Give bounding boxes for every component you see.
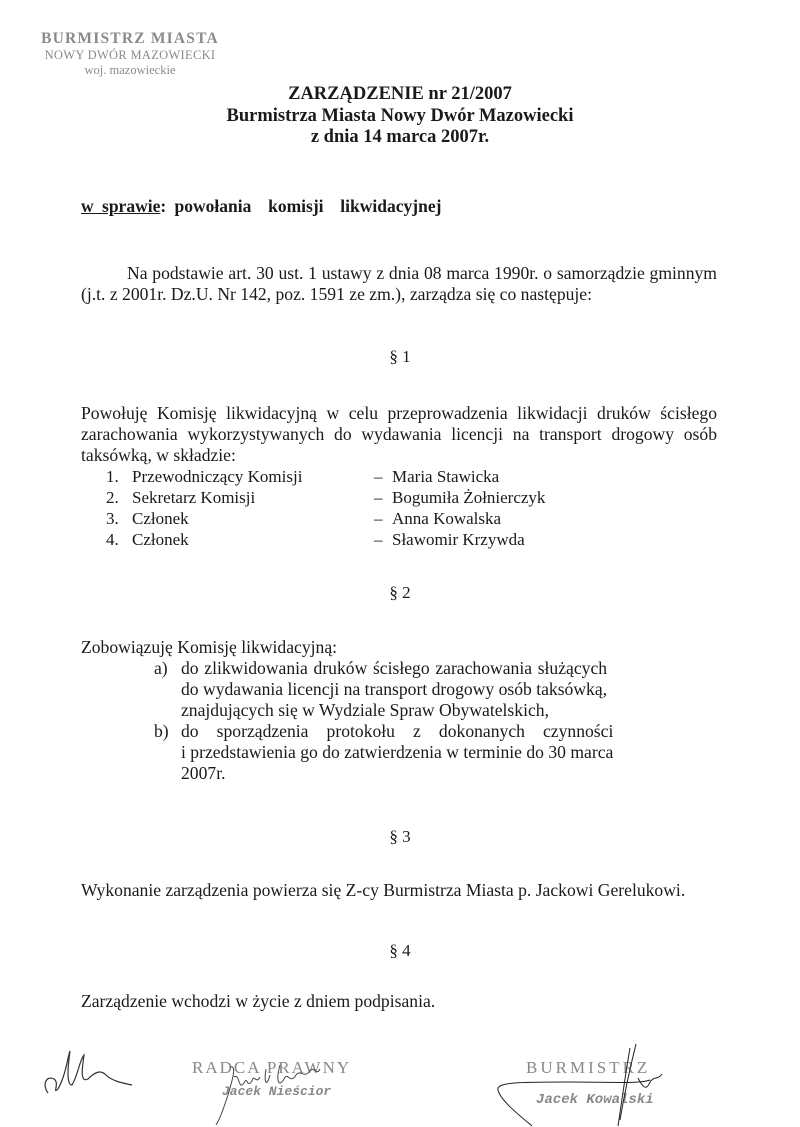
member-number: 3.	[106, 509, 119, 528]
mayor-office-stamp	[0, 30, 260, 78]
stamp-line-1: BURMISTRZ MIASTA	[41, 30, 219, 47]
section-3-text: Wykonanie zarządzenia powierza się Z-cy Burmistrza Miasta p. Jackowi Gerelukowi.	[81, 880, 686, 900]
document-issuer: Burmistrza Miasta Nowy Dwór Mazowiecki	[226, 105, 574, 126]
member-dash: –	[374, 509, 383, 528]
document-date: z dnia 14 marca 2007r.	[310, 127, 490, 147]
member-row	[106, 466, 545, 487]
obligation-line: do wydawania licencji na transport drogowy osób taksówką,	[181, 679, 608, 699]
section-4-text: Zarządzenie wchodzi w życie z dniem podpisania.	[81, 991, 436, 1011]
section-2-text: Zobowiązuję Komisję likwidacyjną:	[81, 637, 338, 657]
member-dash: –	[374, 488, 383, 507]
subject-separator: :	[160, 196, 167, 216]
member-dash: –	[374, 530, 383, 549]
handwritten-signature-left	[40, 1045, 140, 1100]
member-row	[106, 508, 545, 529]
member-row	[106, 487, 545, 508]
commission-members-list	[106, 466, 545, 550]
obligation-line: do zlikwidowania druków ścisłego zarachowania służących	[181, 658, 608, 678]
member-name: Maria Stawicka	[392, 467, 500, 486]
document-title: ZARZĄDZENIE nr 21/2007	[288, 84, 512, 104]
member-name: Sławomir Krzywda	[392, 530, 525, 549]
mayor-stamp-name: Jacek Kowalski	[536, 1092, 654, 1108]
obligation-line: 2007r.	[181, 763, 226, 783]
obligation-line: do sporządzenia protokołu z dokonanych czynności	[181, 721, 614, 741]
obligation-line: i przedstawienia go do zatwierdzenia w terminie do 30 marca	[181, 742, 614, 762]
member-number: 4.	[106, 530, 119, 549]
mayor-stamp-title: BURMISTRZ	[526, 1058, 651, 1077]
subject-label: w sprawie	[81, 196, 161, 216]
member-role: Członek	[132, 530, 189, 549]
member-role: Przewodniczący Komisji	[132, 467, 303, 486]
member-name: Bogumiła Żołnierczyk	[392, 488, 546, 507]
subject-text: powołania komisji likwidacyjnej	[174, 196, 442, 216]
document-subject	[81, 196, 441, 217]
obligation-item-b	[154, 721, 716, 784]
member-number: 2.	[106, 488, 119, 507]
stamp-line-3: woj. mazowieckie	[84, 63, 176, 77]
member-name: Anna Kowalska	[392, 509, 502, 528]
obligation-line: znajdujących się w Wydziale Spraw Obywatelskich,	[181, 700, 549, 720]
handwritten-signature-mayor	[490, 1040, 670, 1126]
member-role: Członek	[132, 509, 189, 528]
legal-stamp-name: Jacek Nieścior	[222, 1084, 332, 1099]
obligation-item-a	[154, 658, 716, 721]
member-row	[106, 529, 545, 550]
obligation-label: a)	[154, 658, 168, 678]
member-role: Sekretarz Komisji	[132, 488, 256, 507]
section-3-heading: § 3	[389, 827, 411, 846]
obligations-list	[154, 658, 716, 784]
member-number: 1.	[106, 467, 119, 486]
document-header	[0, 84, 800, 149]
section-2-heading: § 2	[389, 583, 411, 602]
legal-stamp-title: RADCA PRAWNY	[192, 1058, 352, 1077]
section-1-heading: § 1	[389, 347, 411, 366]
handwritten-signature-legal	[200, 1055, 350, 1127]
preamble: Na podstawie art. 30 ust. 1 ustawy z dnia 08 marca 1990r. o samorządzie gminnym (j.t. z 2001r. Dz.U. Nr 142, poz. 1591 ze zm.), zarządza się co następuje:	[81, 263, 717, 304]
section-1-text: Powołuję Komisję likwidacyjną w celu przeprowadzenia likwidacji druków ścisłego zarachowania wykorzystywanych do wydawania licencji na transport drogowy osób taksówką, w składzie:	[81, 403, 717, 465]
obligation-label: b)	[154, 721, 169, 741]
member-dash: –	[374, 467, 383, 486]
stamp-line-2: NOWY DWÓR MAZOWIECKI	[44, 48, 216, 62]
section-4-heading: § 4	[389, 941, 411, 960]
